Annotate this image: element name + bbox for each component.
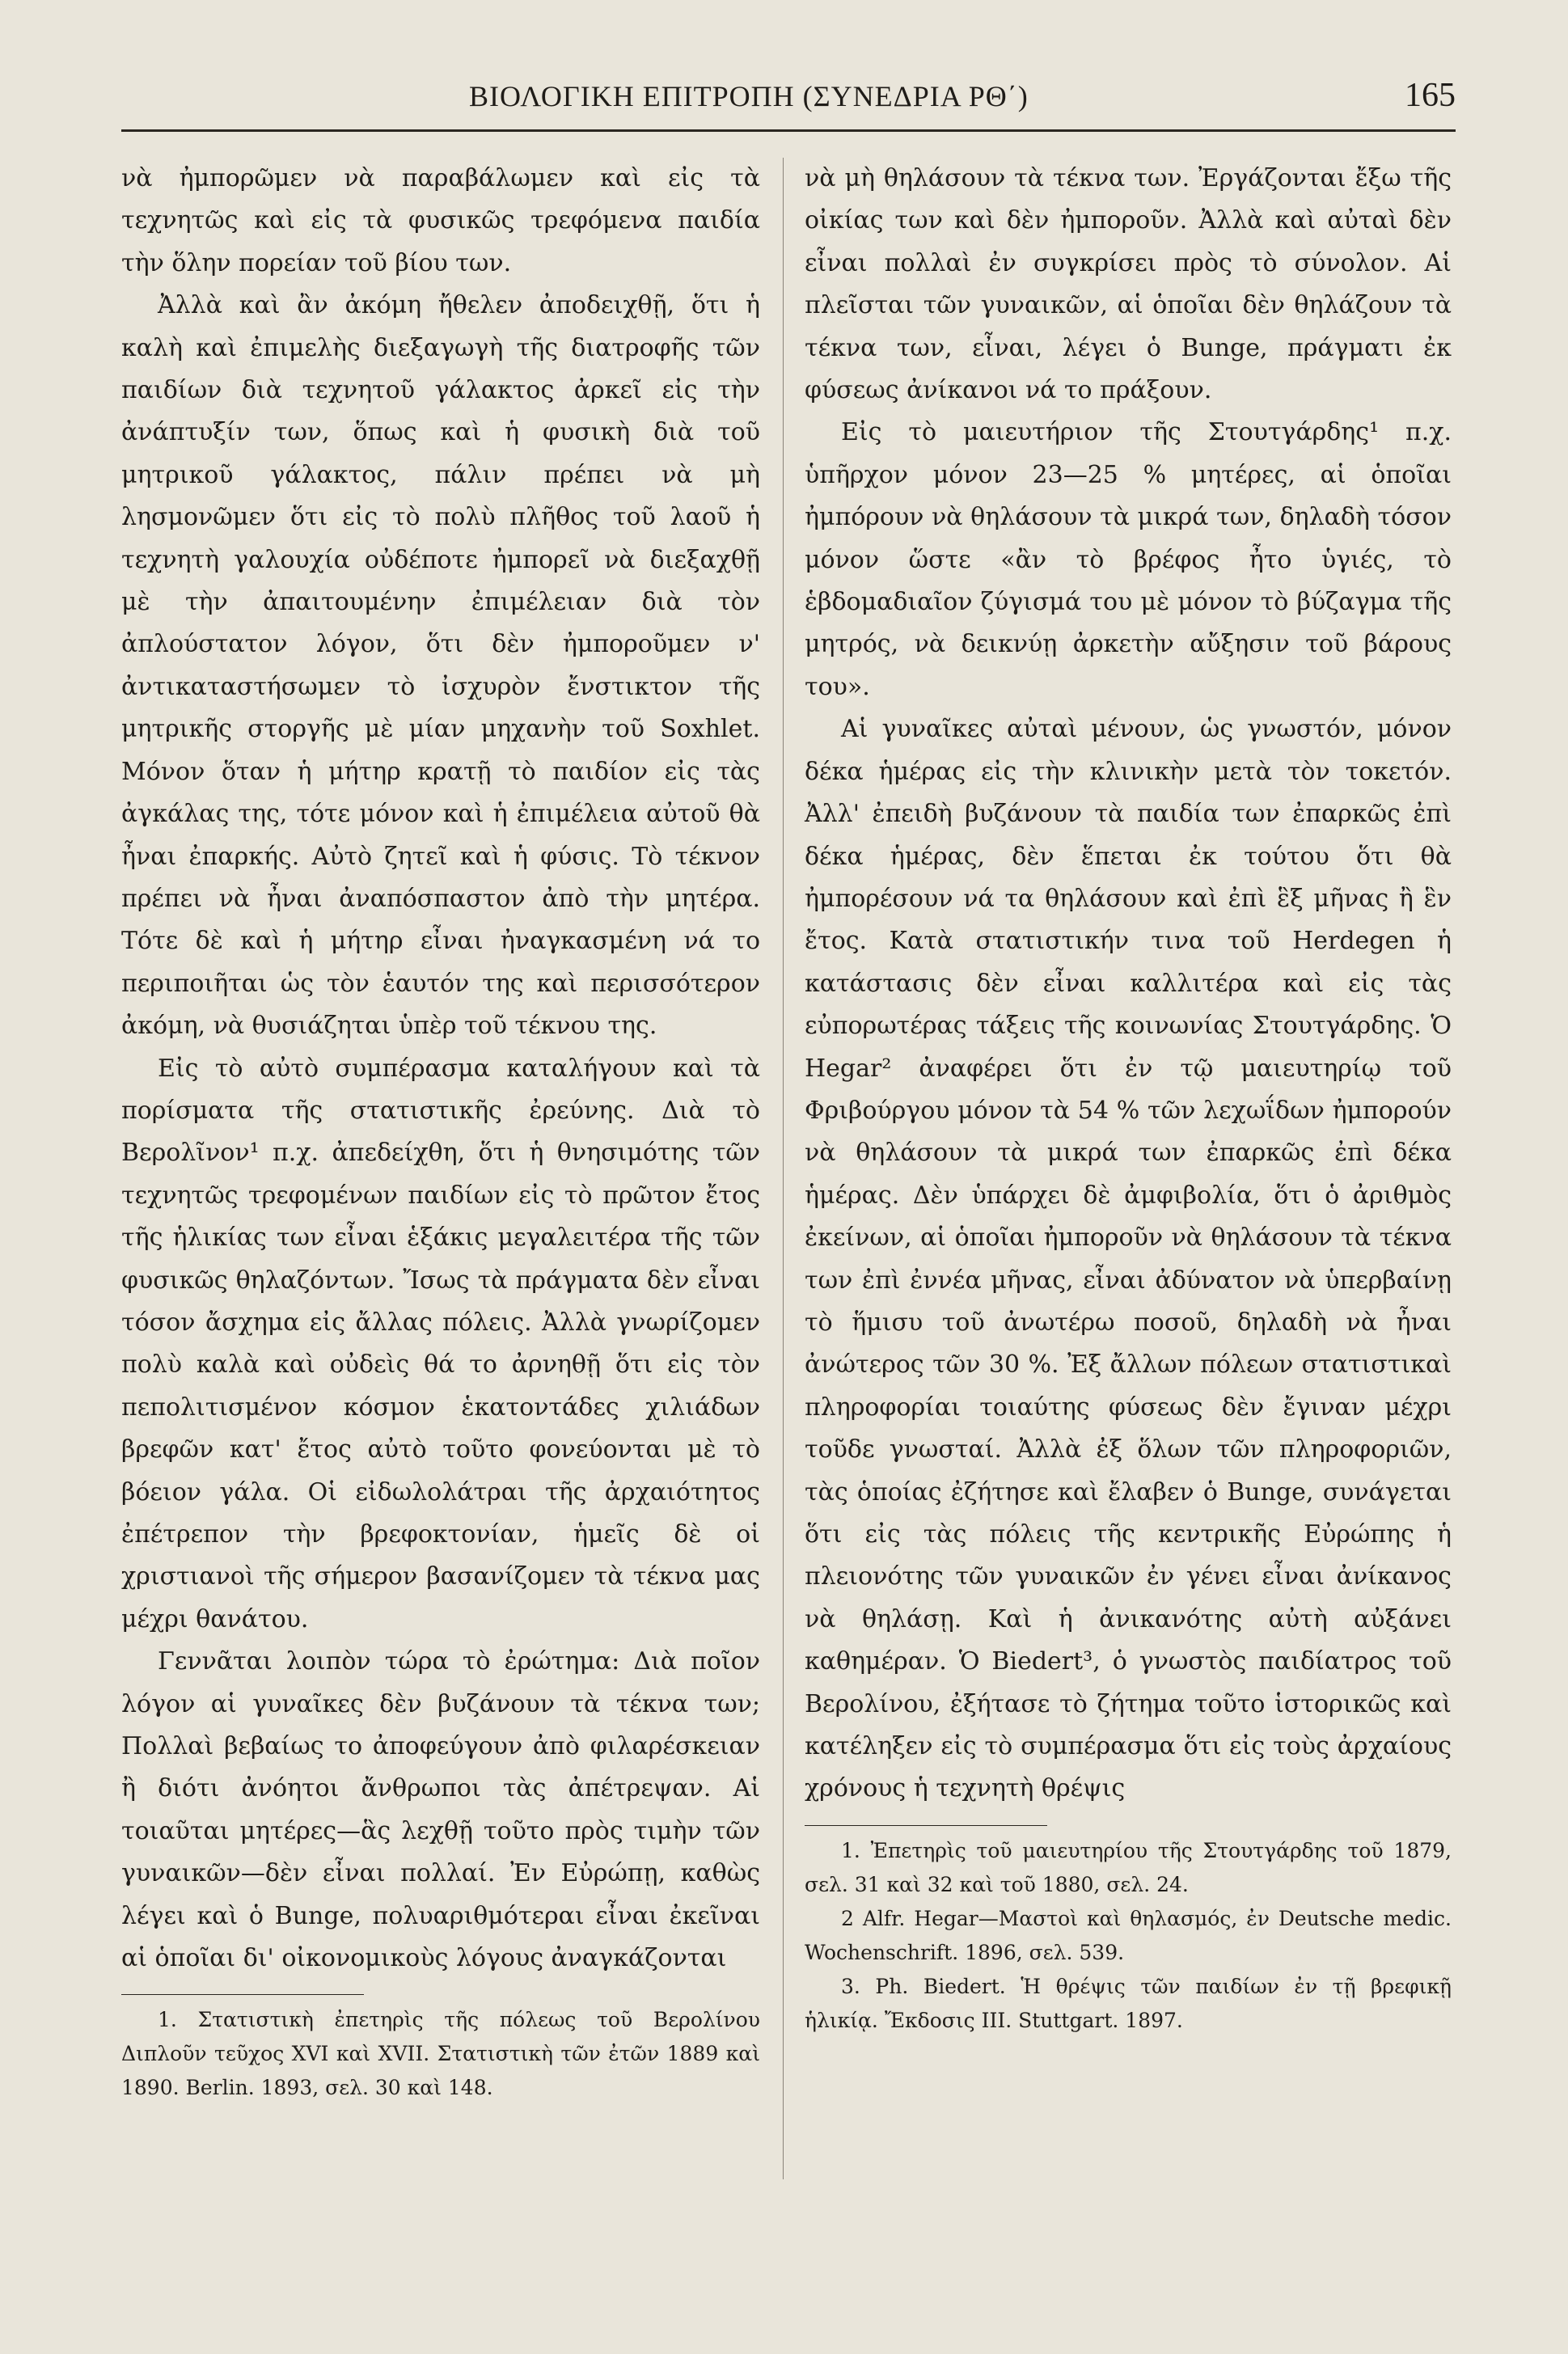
page-number: 165: [1405, 77, 1456, 114]
paragraph: Εἰς τὸ αὐτὸ συμπέρασμα καταλήγουν καὶ τὰ πορίσματα τῆς στατιστικῆς ἐρεύνης. Διὰ τὸ Βερολῖνον¹ π.χ. ἀπεδείχθη, ὅτι ἡ θνησιμότης τῶν τεχνητῶς τρεφομένων παιδίων εἰς τὸ πρῶτον ἔτος τῆς ἡλικίας των εἶναι ἑξάκις μεγαλειτέρα τῆς τῶν φυσικῶς θηλαζόντων. Ἴσως τὰ πράγματα δὲν εἶναι τόσον ἄσχημα εἰς ἄλλας πόλεις. Ἀλλὰ γνωρίζομεν πολὺ καλὰ καὶ οὐδεὶς θά το ἀρνηθῇ ὅτι εἰς τὸν πεπολιτισμένον κόσμον ἑκατοντάδες χιλιάδων βρεφῶν κατ' ἔτος αὐτὸ τοῦτο φονεύονται μὲ τὸ βόειον γάλα. Οἱ εἰδωλολάτραι τῆς ἀρχαιότητος ἐπέτρεπον τὴν βρεφοκτονίαν, ἡμεῖς δὲ οἱ χριστιανοὶ τῆς σήμερον βασανίζομεν τὰ τέκνα μας μέχρι θανάτου.: [121, 1054, 760, 1633]
footnote: 2 Alfr. Hegar—Μαστοὶ καὶ θηλασμός, ἐν Deutsche medic. Wochenschrift. 1896, σελ. 539.: [805, 1906, 1452, 1964]
footnote: 1. Ἐπετηρὶς τοῦ μαιευτηρίου τῆς Στουτγάρδης τοῦ 1879, σελ. 31 καὶ 32 καὶ τοῦ 1880, σελ. 24.: [805, 1838, 1452, 1896]
left-column: [121, 158, 760, 2105]
paragraph: νὰ ἠμπορῶμεν νὰ παραβάλωμεν καὶ εἰς τὰ τεχνητῶς καὶ εἰς τὰ φυσικῶς τρεφόμενα παιδία τὴν ὅλην πορείαν τοῦ βίου των.: [121, 164, 760, 277]
footnote: 1. Στατιστικὴ ἐπετηρὶς τῆς πόλεως τοῦ Βερολίνου Διπλοῦν τεῦχος XVI καὶ XVII. Στατιστικὴ τῶν ἐτῶν 1889 καὶ 1890. Berlin. 1893, σελ. 30 καὶ 148.: [121, 2008, 760, 2100]
footnote: 3. Ph. Biedert. Ἡ θρέψις τῶν παιδίων ἐν τῇ βρεφικῇ ἡλικίᾳ. Ἔκδοσις III. Stuttgart. 1897.: [805, 1974, 1452, 2032]
running-title: ΒΙΟΛΟΓΙΚΗ ΕΠΙΤΡΟΠΗ (ΣΥΝΕΔΡΙΑ ΡΘ΄): [469, 80, 1029, 112]
running-header: [121, 71, 1456, 128]
footnote-rule: [805, 1825, 1047, 1826]
paragraph: Ἀλλὰ καὶ ἂν ἀκόμη ἤθελεν ἀποδειχθῇ, ὅτι ἡ καλὴ καὶ ἐπιμελὴς διεξαγωγὴ τῆς διατροφῆς τῶν παιδίων διὰ τεχνητοῦ γάλακτος ἀρκεῖ εἰς τὴν ἀνάπτυξίν των, ὅπως καὶ ἡ φυσικὴ διὰ τοῦ μητρικοῦ γάλακτος, πάλιν πρέπει νὰ μὴ λησμονῶμεν ὅτι εἰς τὸ πολὺ πλῆθος τοῦ λαοῦ ἡ τεχνητὴ γαλουχία οὐδέποτε ἠμπορεῖ νὰ διεξαχθῇ μὲ τὴν ἀπαιτουμένην ἐπιμέλειαν διὰ τὸν ἀπλούστατον λόγον, ὅτι δὲν ἠμποροῦμεν ν' ἀντικαταστήσωμεν τὸ ἰσχυρὸν ἔνστικτον τῆς μητρικῆς στοργῆς μὲ μίαν μηχανὴν τοῦ Soxhlet. Μόνον ὅταν ἡ μήτηρ κρατῇ τὸ παιδίον εἰς τὰς ἀγκάλας της, τότε μόνον καὶ ἡ ἐπιμέλεια αὐτοῦ θὰ ἦναι ἐπαρκής. Αὐτὸ ζητεῖ καὶ ἡ φύσις. Τὸ τέκνον πρέπει νὰ ἦναι ἀναπόσπαστον ἀπὸ τὴν μητέρα. Τότε δὲ καὶ ἡ μήτηρ εἶναι ἠναγκασμένη νά το περιποιῆται ὡς τὸν ἑαυτόν της καὶ περισσότερον ἀκόμη, νὰ θυσιάζηται ὑπὲρ τοῦ τέκνου της.: [121, 291, 760, 1041]
paragraph: Γεννᾶται λοιπὸν τώρα τὸ ἐρώτημα: Διὰ ποῖον λόγον αἱ γυναῖκες δὲν βυζάνουν τὰ τέκνα των; Πολλαὶ βεβαίως το ἀποφεύγουν ἀπὸ φιλαρέσκειαν ἢ διότι ἀνόητοι ἄνθρωποι τὰς ἀπέτρεψαν. Αἱ τοιαῦται μητέρες—ἃς λεχθῇ τοῦτο πρὸς τιμὴν τῶν γυναικῶν—δὲν εἶναι πολλαί. Ἐν Εὐρώπῃ, καθὼς λέγει καὶ ὁ Bunge, πολυαριθμότεραι εἶναι ἐκεῖναι αἱ ὁποῖαι δι' οἰκονομικοὺς λόγους ἀναγκάζονται: [121, 1647, 760, 1973]
right-column: [805, 158, 1452, 2038]
footnote-rule: [121, 1994, 364, 1995]
paragraph: Εἰς τὸ μαιευτήριον τῆς Στουτγάρδης¹ π.χ. ὑπῆρχον μόνον 23—25 % μητέρες, αἱ ὁποῖαι ἠμπόρουν νὰ θηλάσουν τὰ μικρά των, δηλαδὴ τόσον μόνον ὥστε «ἂν τὸ βρέφος ἦτο ὑγιές, τὸ ἑβδομαδιαῖον ζύγισμά του μὲ μόνον τὸ βύζαγμα τῆς μητρός, νὰ δεικνύῃ ἀρκετὴν αὔξησιν τοῦ βάρους του».: [805, 418, 1452, 701]
paragraph: νὰ μὴ θηλάσουν τὰ τέκνα των. Ἐργάζονται ἔξω τῆς οἰκίας των καὶ δὲν ἠμποροῦν. Ἀλλὰ καὶ αὐταὶ δὲν εἶναι πολλαὶ ἐν συγκρίσει πρὸς τὸ σύνολον. Αἱ πλεῖσται τῶν γυναικῶν, αἱ ὁποῖαι δὲν θηλάζουν τὰ τέκνα των, εἶναι, λέγει ὁ Bunge, πράγματι ἐκ φύσεως ἀνίκανοι νά το πράξουν.: [805, 164, 1452, 405]
paragraph: Αἱ γυναῖκες αὐταὶ μένουν, ὡς γνωστόν, μόνον δέκα ἡμέρας εἰς τὴν κλινικὴν μετὰ τὸν τοκετόν. Ἀλλ' ἐπειδὴ βυζάνουν τὰ παιδία των ἐπαρκῶς ἐπὶ δέκα ἡμέρας, δὲν ἕπεται ἐκ τούτου ὅτι θὰ ἠμπορέσουν νά τα θηλάσουν καὶ ἐπὶ ἓξ μῆνας ἢ ἓν ἔτος. Κατὰ στατιστικήν τινα τοῦ Herdegen ἡ κατάστασις δὲν εἶναι καλλιτέρα καὶ εἰς τὰς εὐπορωτέρας τάξεις τῆς κοινωνίας Στουτγάρδης. Ὁ Hegar² ἀναφέρει ὅτι ἐν τῷ μαιευτηρίῳ τοῦ Φριβούργου μόνον τὰ 54 % τῶν λεχωΐδων ἠμπορούν νὰ θηλάσουν τὰ μικρά των ἐπαρκῶς ἐπὶ δέκα ἡμέρας. Δὲν ὑπάρχει δὲ ἀμφιβολία, ὅτι ὁ ἀριθμὸς ἐκείνων, αἱ ὁποῖαι ἠμποροῦν νὰ θηλάσουν τὰ τέκνα των ἐπὶ ἐννέα μῆνας, εἶναι ἀδύνατον νὰ ὑπερβαίνῃ τὸ ἥμισυ τοῦ ἀνωτέρω ποσοῦ, δηλαδὴ νὰ ἦναι ἀνώτερος τῶν 30 %. Ἐξ ἄλλων πόλεων στατιστικαὶ πληροφορίαι τοιαύτης φύσεως δὲν ἔγιναν μέχρι τοῦδε γνωσταί. Ἀλλὰ ἐξ ὅλων τῶν πληροφοριῶν, τὰς ὁποίας ἐζήτησε καὶ ἔλαβεν ὁ Bunge, συνάγεται ὅτι εἰς τὰς πόλεις τῆς κεντρικῆς Εὐρώπης ἡ πλειονότης τῶν γυναικῶν ἐν γένει εἶναι ἀνίκανος νὰ θηλάσῃ. Καὶ ἡ ἀνικανότης αὐτὴ αὐξάνει καθημέραν. Ὁ Biedert³, ὁ γνωστὸς παιδίατρος τοῦ Βερολίνου, ἐξήτασε τὸ ζήτημα τοῦτο ἱστορικῶς καὶ κατέληξεν εἰς τὸ συμπέρασμα ὅτι εἰς τοὺς ἀρχαίους χρόνους ἡ τεχνητὴ θρέψις: [805, 715, 1452, 1803]
column-divider: [783, 158, 784, 2179]
header-rule: [121, 129, 1456, 132]
